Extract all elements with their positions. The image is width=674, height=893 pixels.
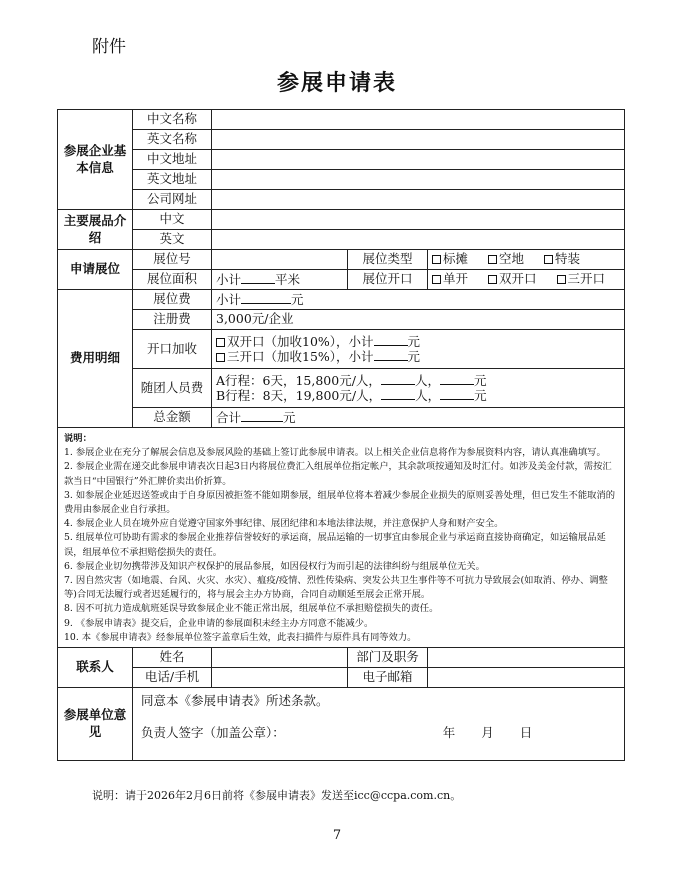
note-item: 1. 参展企业在充分了解展会信息及参展风险的基础上签订此参展申请表。以上相关企业信息将作为参展资料内容，请认真准确填写。 [64,447,606,459]
field-label: 中文名称 [133,110,212,130]
currency-unit: 元 [474,388,487,403]
booth-type-special[interactable] [544,251,580,266]
opening-double[interactable] [488,271,537,286]
fee-row-registration [58,310,625,330]
trip-a-line [216,373,620,388]
currency-unit: 元 [291,291,304,307]
option-label: 双开口 [499,271,537,287]
company-row-cn-address [58,150,625,170]
people-blank[interactable] [381,388,415,400]
products-row-en [58,230,625,250]
signature-label: 负责人签字（加盖公章）： [141,725,285,741]
field-label: 开口加收 [133,330,212,369]
notes-block [58,428,625,648]
company-row-en-name [58,130,625,150]
note-item: 8. 因不可抗力造成航班延误导致参展企业不能正常出展，组展单位不承担赔偿损失的责任。 [64,603,439,615]
notes-row [58,428,625,648]
fee-row-total [58,408,625,428]
signature-line [141,726,616,740]
booth-type-space[interactable] [488,251,524,266]
cn-name-input[interactable] [212,110,625,130]
trip-b-label: B行程：8天，19,800元/人， [216,388,382,403]
note-item: 3. 如参展企业延迟送签或由于自身原因被拒签不能如期参展，组展单位将本着减少参展企业损失的原则妥善处理，但已发生不能取消的费用由参展企业自行承担。 [64,489,616,516]
field-label: 注册费 [133,310,212,330]
month-label: 月 [481,725,494,741]
product-cn-input[interactable] [212,210,625,230]
currency-unit: 元 [283,409,296,425]
total-prefix: 合计 [216,409,242,425]
company-row-en-address [58,170,625,190]
checkbox-icon[interactable] [432,255,441,264]
contact-row-1 [58,648,625,668]
people-blank[interactable] [381,373,415,385]
field-label: 英文名称 [133,130,212,150]
field-label: 部门及职务 [348,648,428,668]
company-section-label: 参展企业基本信息 [58,110,133,210]
agree-statement: 同意本《参展申请表》所述条款。 [141,693,329,709]
area-blank[interactable] [241,272,275,284]
checkbox-icon[interactable] [216,338,225,347]
products-row-cn [58,210,625,230]
subtotal-label: 小计 [216,271,242,287]
note-item: 7. 因自然灾害（如地震、台风、火灾、水灾）、瘟疫/疫情、烈性传染病、突发公共卫生事件等不可抗力导致展会(如取消、停办、调整等)合同无法履行或者迟延履行的，将与展会主办方协商，合同自动顺延至展会正常开展。 [64,575,608,601]
notes-title: 说明： [64,433,92,444]
note-item: 4. 参展企业人员在境外应自觉遵守国家外事纪律、展团纪律和本地法律法规，并注意保护人身和财产安全。 [64,518,504,530]
footer-note: 说明：请于2026年2月6日前将《参展申请表》发送至icc@ccpa.com.cn。 [92,789,462,802]
field-label: 公司网址 [133,190,212,210]
field-label: 中文地址 [133,150,212,170]
registration-fee-value: 3,000元/企业 [212,310,625,330]
amount-blank[interactable] [440,388,474,400]
booth-fee-cell [212,290,625,310]
opinion-row [58,688,625,761]
contact-row-2 [58,668,625,688]
checkbox-icon[interactable] [216,353,225,362]
note-item: 5. 组展单位可协助有需求的参展企业推荐信誉较好的承运商，展品运输的一切事宜由参展企业与承运商直接协商确定，如运输展品延误，组展单位不承担赔偿损失的责任。 [64,532,606,558]
company-row-website [58,190,625,210]
contact-dept-input[interactable] [428,648,625,668]
product-en-input[interactable] [212,230,625,250]
option-label: 特装 [555,251,581,267]
staff-fee-cell [212,369,625,408]
opinion-section-label: 参展单位意见 [58,688,133,761]
option-label: 单开 [443,271,469,287]
contact-name-input[interactable] [212,648,348,668]
surcharge-blank[interactable] [374,334,408,346]
booth-row-2 [58,270,625,290]
field-label: 展位开口 [348,270,428,290]
field-label: 随团人员费 [133,369,212,408]
option-label: 三开口（加收15%），小计 [227,349,374,364]
field-label: 总金额 [133,408,212,428]
fee-row-opening [58,330,625,369]
booth-row-1 [58,250,625,270]
field-label: 英文 [133,230,212,250]
date-fields [443,726,533,740]
trip-b-line [216,388,620,403]
fees-section-label: 费用明细 [58,290,133,428]
field-label: 英文地址 [133,170,212,190]
surcharge-blank[interactable] [374,349,408,361]
area-unit: 平米 [275,271,301,287]
person-unit: 人， [414,372,440,388]
booth-number-input[interactable] [212,250,348,270]
booth-opening-options [428,270,625,290]
option-label: 标摊 [443,251,469,267]
note-item: 9. 《参展申请表》提交后，企业申请的参展面积未经主办方同意不能减少。 [64,617,374,629]
note-item: 10. 本《参展申请表》经参展单位签字盖章后生效，此表扫描件与原件具有同等效力。 [64,631,417,643]
contact-phone-input[interactable] [212,668,348,688]
note-item: 6. 参展企业切勿携带涉及知识产权保护的展品参展，如因侵权行为而引起的法律纠纷与组展单位无关。 [64,560,485,572]
subtotal-label: 小计 [216,291,242,307]
field-label: 展位面积 [133,270,212,290]
total-cell [212,408,625,428]
trip-a-label: A行程：6天，15,800元/人， [216,372,381,388]
page-title: 参展申请表 [276,71,397,96]
booth-section-label: 申请展位 [58,250,133,290]
en-name-input[interactable] [212,130,625,150]
option-label: 空地 [499,251,525,267]
company-row-cn-name [58,110,625,130]
checkbox-icon[interactable] [557,275,566,284]
fee-row-booth [58,290,625,310]
field-label: 电话/手机 [133,668,212,688]
website-input[interactable] [212,190,625,210]
currency-unit: 元 [407,349,421,364]
opening-triple[interactable] [557,271,606,286]
year-label: 年 [442,725,456,741]
application-form [57,109,625,761]
booth-fee-blank[interactable] [241,292,291,304]
checkbox-icon[interactable] [488,255,497,264]
day-label: 日 [519,725,533,741]
option-label: 双开口（加收10%），小计 [227,333,374,349]
option-label: 三开口 [567,271,606,287]
opening-double-line [216,334,620,349]
note-item: 2. 参展企业需在递交此参展申请表次日起3日内将展位费汇入组展单位指定帐户，其余款项按通知及时汇付。如涉及美金付款，需按汇款当日“中国银行”外汇牌价卖出价折算。 [64,461,612,487]
field-label: 中文 [133,210,212,230]
booth-type-options [428,250,625,270]
field-label: 电子邮箱 [348,668,428,688]
opening-single[interactable] [432,271,468,286]
opening-triple-line [216,349,620,364]
contact-section-label: 联系人 [58,648,133,688]
fee-row-staff [58,369,625,408]
page-number: 7 [332,828,342,843]
cn-address-input[interactable] [212,150,625,170]
total-blank[interactable] [241,410,283,422]
field-label: 姓名 [133,648,212,668]
field-label: 展位类型 [348,250,428,270]
products-section-label: 主要展品介绍 [58,210,133,250]
currency-unit: 元 [473,372,487,388]
booth-area-cell [212,270,348,290]
amount-blank[interactable] [440,373,474,385]
attachment-label: 附件 [92,37,126,57]
field-label: 展位号 [133,250,212,270]
person-unit: 人， [415,388,441,403]
en-address-input[interactable] [212,170,625,190]
booth-type-standard[interactable] [432,251,468,266]
checkbox-icon[interactable] [544,255,553,264]
contact-email-input[interactable] [428,668,625,688]
currency-unit: 元 [407,333,421,349]
field-label: 展位费 [133,290,212,310]
opinion-cell [133,688,625,761]
checkbox-icon[interactable] [488,275,497,284]
checkbox-icon[interactable] [432,275,441,284]
opening-surcharge-cell [212,330,625,369]
